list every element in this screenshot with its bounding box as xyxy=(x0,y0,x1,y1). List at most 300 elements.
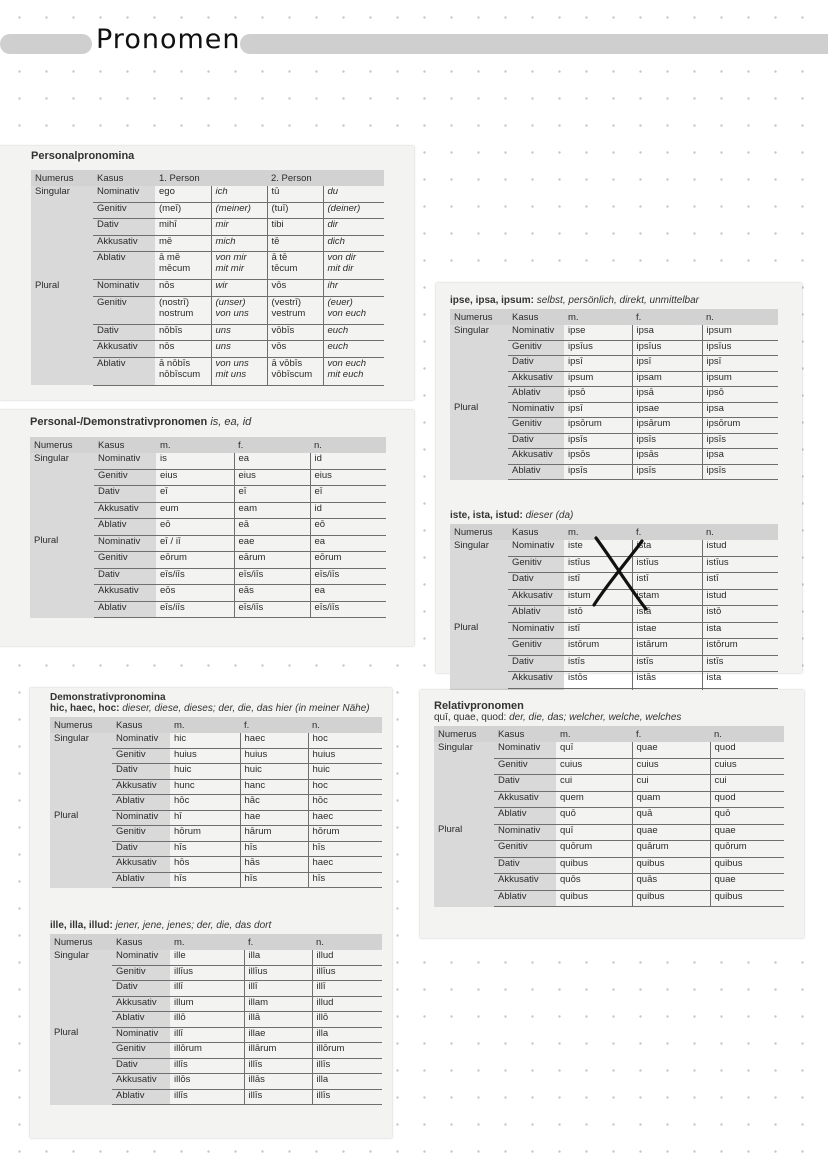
form-cell: eīs/iīs xyxy=(310,568,386,585)
form-cell: quō xyxy=(710,808,784,825)
table-row xyxy=(450,402,778,418)
kasus-cell: Akkusativ xyxy=(494,874,556,891)
form-line: ā tē xyxy=(271,252,288,263)
form-cell: quō xyxy=(556,808,632,825)
form-cell: is xyxy=(156,453,234,469)
form-cell: illō xyxy=(170,1012,244,1028)
form-cell: eās xyxy=(234,585,310,602)
form-cell: illārum xyxy=(244,1043,312,1059)
kasus-cell: Akkusativ xyxy=(508,371,564,387)
form-cell: ipsam xyxy=(632,371,702,387)
numerus-cell xyxy=(434,775,494,792)
table-row xyxy=(50,1043,382,1059)
form-line: mich xyxy=(215,235,236,247)
form-cell: quae xyxy=(710,874,784,891)
table-row xyxy=(50,764,382,780)
form-line: (unser) xyxy=(215,296,246,308)
form-cell: ipsīs xyxy=(702,433,778,449)
table-row xyxy=(50,779,382,795)
form-line: ego xyxy=(159,186,175,197)
form-cell: eius xyxy=(310,469,386,486)
form-cell: eīs/iīs xyxy=(156,601,234,618)
form-cell xyxy=(211,235,267,252)
card-title xyxy=(450,295,778,306)
numerus-cell xyxy=(31,296,93,324)
form-cell: istī xyxy=(632,573,702,590)
form-cell: ille xyxy=(170,950,244,965)
kasus-cell: Dativ xyxy=(508,356,564,372)
table-row xyxy=(434,824,784,841)
kasus-cell: Genitiv xyxy=(508,556,564,573)
header-cell: f. xyxy=(234,437,310,453)
form-cell: ipsōrum xyxy=(702,418,778,434)
kasus-cell: Ablativ xyxy=(508,606,564,623)
kasus-cell: Ablativ xyxy=(93,252,155,280)
table-row xyxy=(50,1058,382,1074)
form-cell: istārum xyxy=(632,639,702,656)
kasus-cell: Nominativ xyxy=(93,186,155,202)
header-cell: m. xyxy=(556,726,632,742)
kasus-cell: Akkusativ xyxy=(112,996,170,1012)
numerus-cell: Singular xyxy=(50,950,112,965)
form-cell: ipse xyxy=(564,325,632,340)
form-line: vōs xyxy=(271,280,287,291)
table-row xyxy=(30,552,386,569)
card-title: Relativpronomen xyxy=(434,700,524,712)
form-cell: cui xyxy=(632,775,710,792)
header-cell: n. xyxy=(702,524,778,540)
form-cell: istud xyxy=(702,540,778,556)
table-row xyxy=(434,874,784,891)
title-emphasis: jener, jene, jenes; der, die, das dort xyxy=(115,920,272,931)
header-cell: Kasus xyxy=(112,934,170,950)
form-cell: eī xyxy=(234,486,310,503)
numerus-cell: Singular xyxy=(450,540,508,556)
numerus-cell xyxy=(50,764,112,780)
numerus-cell xyxy=(50,826,112,842)
kasus-cell: Dativ xyxy=(93,219,155,236)
kasus-cell: Genitiv xyxy=(112,748,170,764)
subtitle-text: hic, haec, hoc: xyxy=(50,703,123,714)
table-row xyxy=(434,775,784,792)
form-cell: ipsō xyxy=(702,387,778,403)
form-cell: eōrum xyxy=(156,552,234,569)
form-cell xyxy=(155,280,211,297)
form-cell: istae xyxy=(632,622,702,639)
numerus-cell xyxy=(30,601,94,618)
numerus-cell xyxy=(50,872,112,888)
header-cell: Kasus xyxy=(94,437,156,453)
form-cell: eae xyxy=(234,535,310,552)
card-title: Personalpronomina xyxy=(31,150,135,162)
numerus-cell xyxy=(450,387,508,403)
header-cell: f. xyxy=(632,309,702,325)
kasus-cell: Ablativ xyxy=(112,1089,170,1105)
table-row xyxy=(450,672,778,689)
form-cell: istō xyxy=(702,606,778,623)
kasus-cell: Dativ xyxy=(508,573,564,590)
table-row xyxy=(50,872,382,888)
kasus-cell: Ablativ xyxy=(112,795,170,811)
numerus-cell: Singular xyxy=(450,325,508,340)
form-cell: ipsa xyxy=(632,325,702,340)
header-cell: Kasus xyxy=(508,309,564,325)
subtitle-text: quī, quae, quod: xyxy=(434,712,510,723)
form-line: nōbīs xyxy=(159,324,183,336)
title-text: iste, ista, istud: xyxy=(450,510,526,521)
form-cell: ipsum xyxy=(702,325,778,340)
form-line: vōs xyxy=(271,341,287,352)
subtitle-emphasis: der, die, das; welcher, welche, welches xyxy=(509,712,682,723)
table-header-row xyxy=(450,524,778,540)
table-row xyxy=(30,486,386,503)
form-cell: illud xyxy=(312,996,382,1012)
form-cell: istīs xyxy=(702,655,778,672)
kasus-cell: Akkusativ xyxy=(112,857,170,873)
numerus-cell xyxy=(50,795,112,811)
form-cell xyxy=(323,341,384,358)
form-line: euch xyxy=(327,341,349,352)
table-row xyxy=(450,655,778,672)
numerus-cell xyxy=(50,841,112,857)
kasus-cell: Dativ xyxy=(94,486,156,503)
header-band-left xyxy=(0,34,92,54)
form-cell: ipsī xyxy=(564,402,632,418)
form-cell: hīs xyxy=(240,872,308,888)
form-cell xyxy=(323,357,384,385)
form-cell: hārum xyxy=(240,826,308,842)
form-cell: id xyxy=(310,502,386,519)
form-cell: hic xyxy=(170,733,240,748)
page-title: Pronomen xyxy=(96,24,241,55)
form-cell: illud xyxy=(312,950,382,965)
header-cell: Kasus xyxy=(508,524,564,540)
form-line: von uns xyxy=(215,307,249,319)
form-line: ihr xyxy=(327,280,339,291)
form-cell xyxy=(155,235,211,252)
form-cell: cuius xyxy=(556,758,632,775)
numerus-cell xyxy=(50,1012,112,1028)
kasus-cell: Akkusativ xyxy=(93,235,155,252)
table-row xyxy=(50,1027,382,1043)
numerus-cell xyxy=(31,357,93,385)
form-line: von dir xyxy=(327,252,357,263)
numerus-cell: Singular xyxy=(31,186,93,202)
header-cell: n. xyxy=(702,309,778,325)
form-cell: quibus xyxy=(632,857,710,874)
table-row xyxy=(450,371,778,387)
form-line: mihī xyxy=(159,219,177,230)
kasus-cell: Genitiv xyxy=(508,639,564,656)
form-cell xyxy=(267,252,323,280)
form-cell: quibus xyxy=(632,890,710,907)
form-cell: ipsārum xyxy=(632,418,702,434)
form-cell: illīs xyxy=(312,1089,382,1105)
form-cell xyxy=(211,280,267,297)
numerus-cell xyxy=(30,502,94,519)
table-row xyxy=(50,810,382,826)
kasus-cell: Dativ xyxy=(494,857,556,874)
form-cell: ipsum xyxy=(564,371,632,387)
form-cell: quem xyxy=(556,791,632,808)
table-row xyxy=(50,795,382,811)
form-cell: quibus xyxy=(556,890,632,907)
kasus-cell: Genitiv xyxy=(94,552,156,569)
header-band-right xyxy=(240,34,828,54)
table-row xyxy=(50,981,382,997)
form-line: vōbīscum xyxy=(271,368,313,380)
numerus-cell xyxy=(31,235,93,252)
form-cell: illīs xyxy=(312,1058,382,1074)
title-emphasis: dieser (da) xyxy=(525,510,574,521)
kasus-cell: Akkusativ xyxy=(94,502,156,519)
kasus-cell: Ablativ xyxy=(494,890,556,907)
header-cell: Numerus xyxy=(450,524,508,540)
title-text: Personal-/Demonstrativpronomen xyxy=(30,416,211,428)
kasus-cell: Akkusativ xyxy=(508,449,564,465)
form-cell: eō xyxy=(310,519,386,536)
form-cell: quōrum xyxy=(710,841,784,858)
table-row xyxy=(31,357,384,385)
form-cell: hōc xyxy=(170,795,240,811)
form-cell: hunc xyxy=(170,779,240,795)
form-cell: huic xyxy=(308,764,382,780)
kasus-cell: Akkusativ xyxy=(508,672,564,689)
form-cell xyxy=(211,296,267,324)
form-line: tū xyxy=(271,186,280,197)
table-row xyxy=(450,573,778,590)
numerus-cell xyxy=(30,519,94,536)
form-cell xyxy=(267,357,323,385)
table-row xyxy=(31,324,384,341)
form-cell: hoc xyxy=(308,779,382,795)
kasus-cell: Dativ xyxy=(508,655,564,672)
form-line: mēcum xyxy=(159,263,191,274)
numerus-cell xyxy=(450,639,508,656)
form-line: vōbīs xyxy=(271,324,295,336)
form-cell: quārum xyxy=(632,841,710,858)
form-line: von mir xyxy=(215,252,247,263)
form-cell: istīs xyxy=(632,655,702,672)
header-cell: Numerus xyxy=(50,717,112,733)
form-cell: hīs xyxy=(240,841,308,857)
numerus-cell xyxy=(50,981,112,997)
table-row xyxy=(30,585,386,602)
personal-table xyxy=(31,170,384,386)
form-cell: istī xyxy=(702,573,778,590)
table-row xyxy=(50,1012,382,1028)
table-row xyxy=(434,808,784,825)
form-cell xyxy=(267,324,323,341)
form-cell: istīs xyxy=(564,655,632,672)
ipse-table xyxy=(450,309,778,480)
form-cell: quam xyxy=(632,791,710,808)
form-line: mit uns xyxy=(215,368,247,380)
form-cell: cuius xyxy=(710,758,784,775)
form-cell: hīs xyxy=(308,872,382,888)
kasus-cell: Ablativ xyxy=(94,601,156,618)
numerus-cell xyxy=(450,573,508,590)
form-cell: ipsa xyxy=(702,402,778,418)
form-cell: ipsōrum xyxy=(564,418,632,434)
table-row xyxy=(450,340,778,356)
form-cell xyxy=(267,202,323,219)
card-title xyxy=(30,416,386,428)
table-row xyxy=(450,433,778,449)
form-cell: eī / iī xyxy=(156,535,234,552)
form-cell: ipsīs xyxy=(702,464,778,480)
table-row xyxy=(50,965,382,981)
table-header-row xyxy=(50,934,382,950)
form-cell: eīs/iīs xyxy=(234,601,310,618)
form-cell xyxy=(323,202,384,219)
kasus-cell: Genitiv xyxy=(494,758,556,775)
form-line: (meiner) xyxy=(215,202,251,214)
form-cell: eī xyxy=(310,486,386,503)
form-cell xyxy=(155,252,211,280)
header-cell: n. xyxy=(310,437,386,453)
form-cell: istīus xyxy=(564,556,632,573)
form-line: (deiner) xyxy=(327,202,361,214)
table-row xyxy=(30,601,386,618)
form-cell: istīus xyxy=(632,556,702,573)
form-cell xyxy=(155,186,211,202)
form-cell: eī xyxy=(156,486,234,503)
form-cell: istud xyxy=(702,589,778,606)
form-cell: eārum xyxy=(234,552,310,569)
form-cell xyxy=(155,202,211,219)
table-row xyxy=(31,202,384,219)
form-line: mir xyxy=(215,219,229,230)
form-cell: hī xyxy=(170,810,240,826)
form-cell: quibus xyxy=(710,890,784,907)
kasus-cell: Ablativ xyxy=(112,1012,170,1028)
header-cell: m. xyxy=(564,309,632,325)
table-row xyxy=(450,639,778,656)
form-cell: istō xyxy=(564,606,632,623)
form-line: nōs xyxy=(159,341,175,352)
form-cell xyxy=(267,219,323,236)
form-cell: illam xyxy=(244,996,312,1012)
form-cell: illī xyxy=(170,1027,244,1043)
form-line: mit euch xyxy=(327,368,364,380)
form-cell: quī xyxy=(556,824,632,841)
form-cell xyxy=(211,341,267,358)
form-cell xyxy=(267,186,323,202)
card-subtitle xyxy=(434,712,784,723)
form-cell: eius xyxy=(156,469,234,486)
table-row xyxy=(450,418,778,434)
form-cell: illīs xyxy=(170,1058,244,1074)
form-cell: istōrum xyxy=(702,639,778,656)
form-line: nostrum xyxy=(159,307,194,319)
form-cell: eōs xyxy=(156,585,234,602)
form-cell: cuius xyxy=(632,758,710,775)
numerus-cell xyxy=(450,655,508,672)
form-cell: illīs xyxy=(244,1089,312,1105)
numerus-cell xyxy=(31,219,93,236)
form-cell xyxy=(323,252,384,280)
numerus-cell xyxy=(450,556,508,573)
form-cell: illās xyxy=(244,1074,312,1090)
form-cell xyxy=(267,341,323,358)
form-cell: illīus xyxy=(170,965,244,981)
header-cell: f. xyxy=(244,934,312,950)
form-cell: quās xyxy=(632,874,710,891)
table-row xyxy=(31,186,384,202)
form-cell: quōs xyxy=(556,874,632,891)
header-cell: Numerus xyxy=(31,170,93,186)
form-cell: ipsōs xyxy=(564,449,632,465)
form-cell xyxy=(323,296,384,324)
kasus-cell: Ablativ xyxy=(93,357,155,385)
table-row xyxy=(434,758,784,775)
kasus-cell: Nominativ xyxy=(494,742,556,758)
form-line: uns xyxy=(215,324,231,336)
kasus-cell: Genitiv xyxy=(112,1043,170,1059)
kasus-cell: Nominativ xyxy=(508,540,564,556)
form-cell xyxy=(155,324,211,341)
form-cell: istī xyxy=(564,573,632,590)
relativ-table xyxy=(434,726,784,907)
form-cell: illōrum xyxy=(312,1043,382,1059)
header-cell: n. xyxy=(710,726,784,742)
header-cell: f. xyxy=(632,524,702,540)
kasus-cell: Dativ xyxy=(112,1058,170,1074)
kasus-cell: Ablativ xyxy=(94,519,156,536)
numerus-cell xyxy=(434,841,494,858)
form-cell: eīs/iīs xyxy=(234,568,310,585)
form-line: ā mē xyxy=(159,252,181,263)
header-cell: Kasus xyxy=(494,726,556,742)
form-line: mē xyxy=(159,235,173,247)
numerus-cell xyxy=(31,324,93,341)
form-cell: hoc xyxy=(308,733,382,748)
numerus-cell xyxy=(450,433,508,449)
form-cell xyxy=(211,186,267,202)
form-cell: illī xyxy=(170,981,244,997)
form-cell: hāc xyxy=(240,795,308,811)
form-line: (vestrī) xyxy=(271,296,302,308)
header-cell xyxy=(211,170,267,186)
form-cell xyxy=(211,324,267,341)
table-row xyxy=(434,791,784,808)
form-cell: ipsā xyxy=(632,387,702,403)
form-cell xyxy=(323,280,384,297)
header-cell: Numerus xyxy=(30,437,94,453)
numerus-cell: Plural xyxy=(434,824,494,841)
table-row xyxy=(450,556,778,573)
numerus-cell: Plural xyxy=(31,280,93,297)
form-cell: haec xyxy=(308,857,382,873)
form-cell: eā xyxy=(234,519,310,536)
kasus-cell: Dativ xyxy=(112,981,170,997)
header-cell: Numerus xyxy=(450,309,508,325)
form-cell: ea xyxy=(310,585,386,602)
kasus-cell: Akkusativ xyxy=(94,585,156,602)
iste-table xyxy=(450,524,778,705)
form-line: dir xyxy=(327,219,339,230)
kasus-cell: Dativ xyxy=(494,775,556,792)
kasus-cell: Genitiv xyxy=(93,202,155,219)
form-cell: quod xyxy=(710,791,784,808)
table-row xyxy=(50,841,382,857)
form-cell: ipsīs xyxy=(564,464,632,480)
header-cell: m. xyxy=(156,437,234,453)
numerus-cell xyxy=(450,449,508,465)
form-line: uns xyxy=(215,341,231,352)
form-cell: illae xyxy=(244,1027,312,1043)
